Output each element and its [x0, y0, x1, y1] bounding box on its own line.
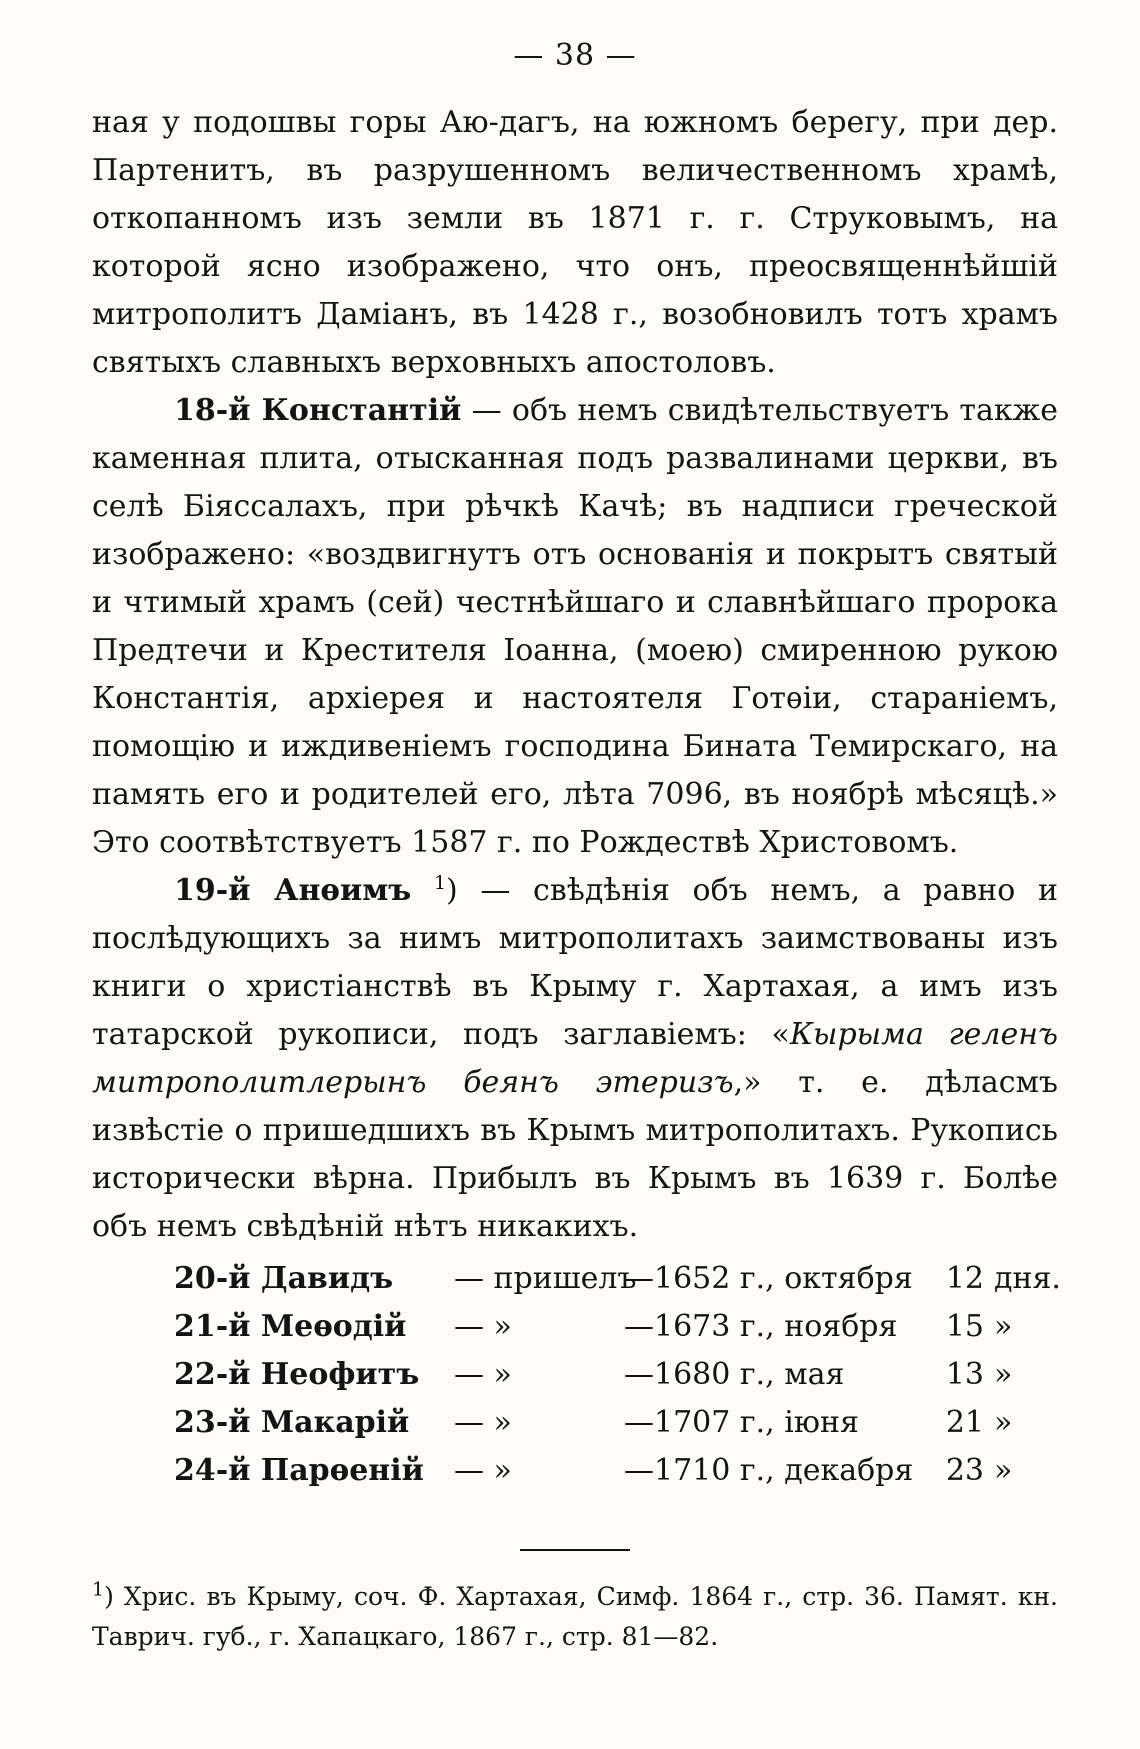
- paragraph-3-text-a: ) — свѣдѣнія объ немъ, а равно и послѣдующихъ за нимъ митрополитахъ заимствованы изъ книги о христіанствѣ въ Крыму г. Хартахая, а имъ изъ татарской рукописи, подъ заглавіемъ: «: [92, 873, 1058, 1052]
- body-text: [92, 99, 1058, 1251]
- footnote-text: ) Хрис. въ Крыму, соч. Ф. Хартахая, Симф. 1864 г., стр. 36. Памят. кн. Таврич. губ., г. Хапацкаго, 1867 г., стр. 81—82.: [92, 1582, 1058, 1651]
- paragraph-2: [92, 387, 1058, 867]
- metropolitan-name-19: 19-й Анѳимъ: [174, 873, 412, 908]
- list-year: —1710 г.,: [624, 1453, 775, 1488]
- list-month: декабря: [784, 1453, 914, 1488]
- list-month: іюня: [784, 1405, 859, 1440]
- manuscript-title: Кырыма геленъ митрополитлерынъ беянъ этеризъ: [92, 1017, 1058, 1100]
- list-month: ноября: [784, 1309, 898, 1344]
- list-name: 21-й Меѳодій: [174, 1309, 407, 1344]
- list-year: —1673 г.,: [624, 1309, 775, 1344]
- list-row: [92, 1399, 1058, 1447]
- page-number: — 38 —: [513, 38, 637, 73]
- list-year: —1652 г.,: [624, 1261, 775, 1296]
- metropolitan-name-18: 18-й Константій: [174, 393, 462, 428]
- list-date: [624, 1303, 934, 1351]
- paragraph-3-text-b: ,» т. е. дѣласмъ извѣстіе о пришедшихъ въ Крымъ митрополитахъ. Рукопись исторически вѣрна. Прибылъ въ Крымъ въ 1639 г. Болѣе объ немъ свѣдѣній нѣтъ никакихъ.: [92, 1065, 1058, 1244]
- list-month: октября: [784, 1261, 913, 1296]
- list-year: —1707 г.,: [624, 1405, 775, 1440]
- list-row: [92, 1351, 1058, 1399]
- list-name: 23-й Макарій: [174, 1405, 410, 1440]
- list-day: 23: [945, 1453, 984, 1488]
- list-unit: »: [994, 1309, 1013, 1344]
- footnote-separator: [520, 1549, 630, 1551]
- list-spacer: [549, 1399, 624, 1447]
- list-spacer: [549, 1447, 624, 1495]
- list-day: 21: [945, 1405, 984, 1440]
- footnote: [92, 1577, 1058, 1657]
- list-name: 20-й Давидъ: [174, 1261, 394, 1296]
- list-date: [624, 1351, 934, 1399]
- list-unit: дня.: [994, 1261, 1061, 1296]
- paragraph-2-text: — объ немъ свидѣтельствуетъ также каменная плита, отысканная подъ развалинами церкви, въ селѣ Біяссалахъ, при рѣчкѣ Качѣ; въ надписи греческой изображено: «воздвигнутъ отъ основанія и покрытъ святый и чтимый храмъ (сей) честнѣйшаго и славнѣйшаго пророка Предтечи и Крестителя Іоанна, (моею) смиренною рукою Константія, архіерея и настоятеля Готѳіи, стараніемъ, помощію и иждивеніемъ господина Бината Темирскаго, на память его и родителей его, лѣта 7096, въ ноябрѣ мѣсяцѣ.» Это соотвѣтствуетъ 1587 г. по Рождествѣ Христовомъ.: [92, 393, 1059, 860]
- list-day: 15: [945, 1309, 984, 1344]
- list-date: [624, 1399, 934, 1447]
- list-year: —1680 г.,: [624, 1357, 775, 1392]
- list-verb: — »: [454, 1453, 512, 1488]
- paragraph-3: [92, 867, 1058, 1251]
- list-row: [92, 1255, 1061, 1303]
- list-spacer: [549, 1351, 624, 1399]
- list-spacer: [549, 1303, 624, 1351]
- list-verb: — »: [454, 1309, 512, 1344]
- list-verb: — »: [454, 1405, 512, 1440]
- list-name: 22-й Неофитъ: [174, 1357, 420, 1392]
- list-unit: »: [994, 1357, 1013, 1392]
- metropolitan-list: [92, 1255, 1061, 1495]
- list-date: [624, 1447, 934, 1495]
- list-verb: — пришелъ: [454, 1261, 637, 1296]
- list-month: мая: [784, 1357, 845, 1392]
- footnote-mark: 1: [92, 1578, 105, 1601]
- list-row: [92, 1303, 1058, 1351]
- footnote-reference[interactable]: 1: [433, 872, 447, 894]
- list-spacer: [549, 1255, 624, 1303]
- list-verb: — »: [454, 1357, 512, 1392]
- paragraph-1: ная у подошвы горы Аю-дагъ, на южномъ берегу, при дер. Партенитъ, въ разрушенномъ величественномъ храмѣ, откопанномъ изъ земли въ 1871 г. г. Струковымъ, на которой ясно изображено, что онъ, преосвященнѣйшій митрополитъ Даміанъ, въ 1428 г., возобновилъ тотъ храмъ святыхъ славныхъ верховныхъ апостоловъ.: [92, 105, 1058, 380]
- list-unit: »: [994, 1405, 1013, 1440]
- list-day: 13: [945, 1357, 984, 1392]
- list-row: [92, 1447, 1058, 1495]
- list-day: 12: [945, 1261, 984, 1296]
- list-name: 24-й Парѳеній: [174, 1453, 424, 1488]
- list-date: [624, 1255, 934, 1303]
- list-unit: »: [994, 1453, 1013, 1488]
